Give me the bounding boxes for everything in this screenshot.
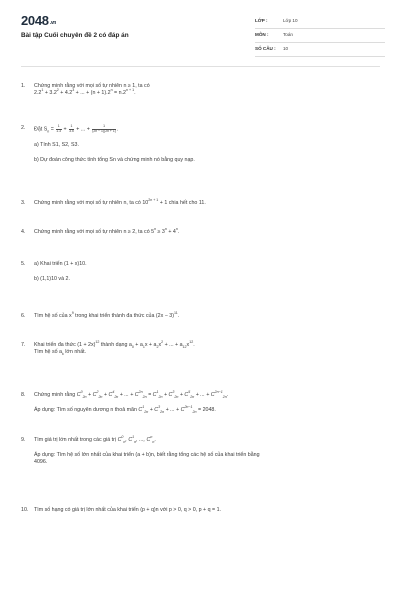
- document-title: Bài tập Cuối chuyên đề 2 có đáp án: [21, 32, 129, 39]
- q1-formula: $2.2^1 + 3.2^2 + 4.2^3$ + ... + $(n + 1).2^n = n.2^{n + 1}$.: [34, 88, 136, 96]
- meta-subject-row: MÔN : Toán: [255, 29, 385, 43]
- meta-table: [255, 15, 385, 57]
- q2-definition: Đặt $S_n$ = $\frac{1}{1.3}$ + $\frac{1}{3.5}$ + ... + $\frac{1}{(2n - 1)(2n + 1)}$ .: [34, 124, 119, 134]
- site-logo[interactable]: 2048.vn: [21, 13, 57, 28]
- header-divider: [21, 66, 380, 67]
- worksheet-page: 2048.vn Bài tập Cuối chuyên đề 2 có đáp án LỚP : Lớp 10 MÔN : Toán SỐ CÂU : 10 1. Chứng minh rằng với mọi số tự nhiên n ≥ 1, ta có $2.2^1 + 3.2^2 + 4.2^3$ + ... + $(n + 1).2^n = n.2^{n + 1}$. 2. Đặt $S_n$ = $\frac{1}{1.3}$ + $\frac{1}{3.5}$ + ... + $\frac{1}{(2n - 1)(2n + 1)}$ . a) Tính S1, S2, S3. b) Dự đoán công thức tính tổng Sn và chứng minh nó bằng quy nạp. 3. Chứng minh rằng với mọi số tự nhiên n, ta có $10^{2n + 1} + 1$ chia hết cho 11. 4. Chứng minh rằng với mọi số tự nhiên n ≥ 2, ta có $5^n \ge 3^n + 4^n$. 5. a) Khai triển (1 + x)10. b) (1,1)10 và 2. 6. Tìm hệ số của $x^9$ trong khai triển thành đa thức của $(2x - 3)^{11}$. 7. Khai triển đa thức $(1 + 2x)^{12}$ thành dạng $a_0 + a_1x + a_2x^2$ + ... + $a_{12}x^{12}$. Tìm hệ số $a_k$ lớn nhất. 8. Chứng minh rằng $C^0_{2n} + C^2_{2n} + C^4_{2n}$ + ... + $C^{2n}_{2n} = C^1_{2n} + C^3_{2n} + C^5_{2n}$ + ... + $C^{2n-1}_{2n}$. Áp dụng: Tìm số nguyên dương n thoả mãn $C^1_{2n} + C^3_{2n}$ + ... + $C^{2n-1}_{2n} = 2048$. 9. Tìm giá trị lớn nhất trong các giá trị $C^0_n$, $C^1_n$, ..., $C^n_n$. Áp dụng: Tìm hệ số lớn nhất của khai triển (a + b)n, biết rằng tổng các hệ số của khai triển bằng 4096. 10. Tìm số hạng có giá trị lớn nhất của khai triển (p + q)n với p > 0, q > 0, p + q = 1.: [0, 0, 400, 600]
- meta-class-row: LỚP : Lớp 10: [255, 15, 385, 29]
- meta-count-row: SỐ CÂU : 10: [255, 43, 385, 57]
- page-header: [0, 0, 400, 72]
